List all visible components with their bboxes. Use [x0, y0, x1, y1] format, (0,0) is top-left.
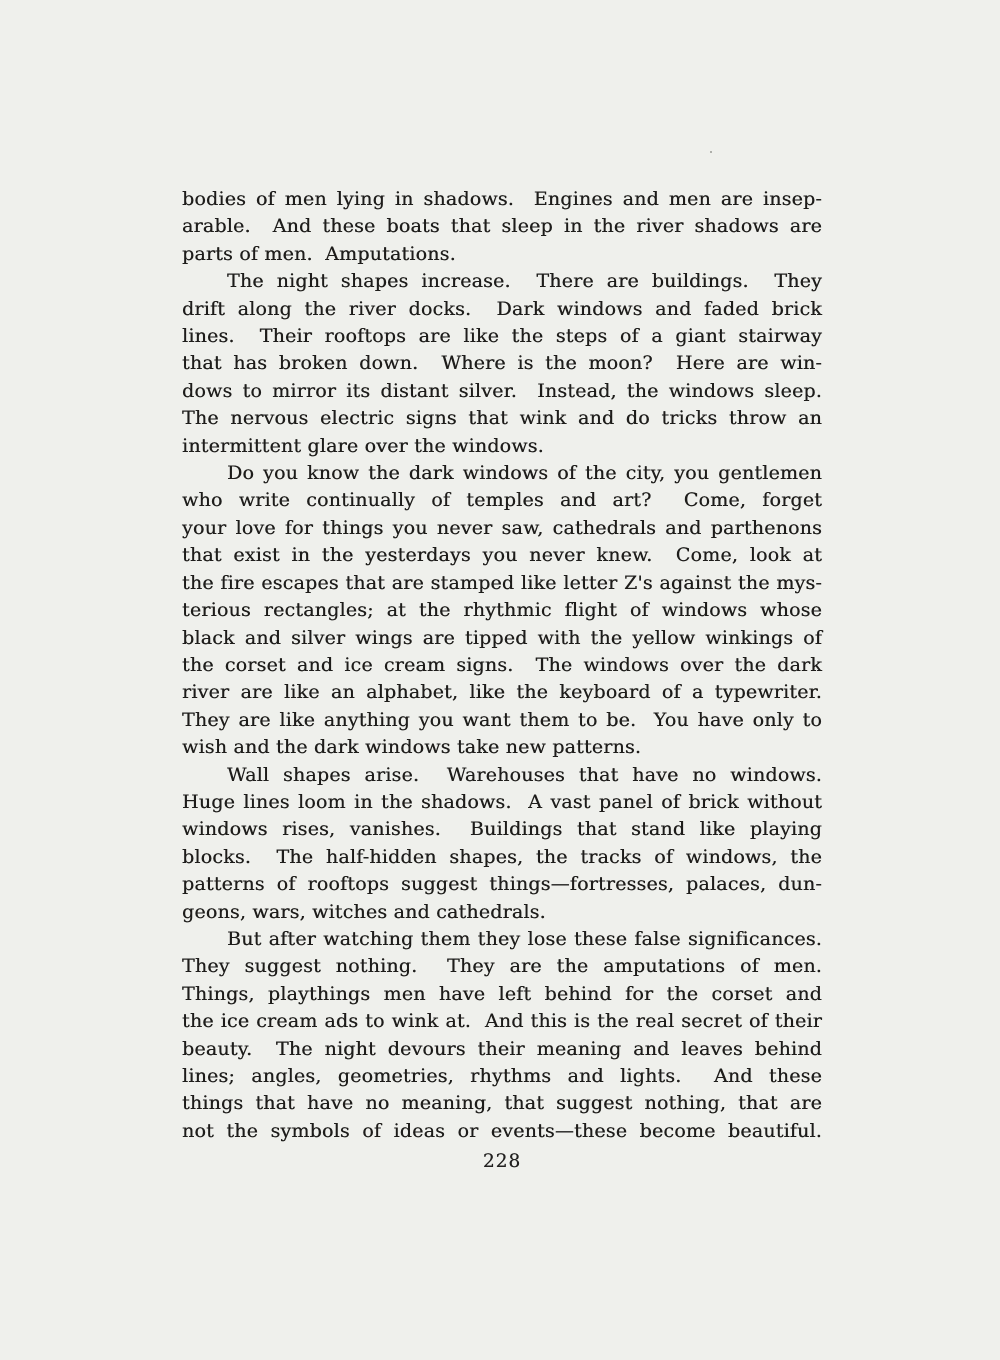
text-line: The night shapes increase. There are buildings. They: [227, 270, 822, 293]
text-line: things that have no meaning, that suggest nothing, that are: [182, 1092, 822, 1115]
text-line: beauty. The night devours their meaning and leaves behind: [182, 1037, 822, 1060]
text-line: Things, playthings men have left behind for the corset and: [182, 982, 822, 1005]
text-line: the corset and ice cream signs. The windows over the dark: [182, 653, 822, 676]
text-line: But after watching them they lose these false significances.: [227, 927, 822, 950]
page-number: 228: [482, 1151, 522, 1172]
text-line: arable. And these boats that sleep in the river shadows are: [182, 215, 822, 238]
text-line: geons, wars, witches and cathedrals.: [182, 900, 546, 923]
text-line: black and silver wings are tipped with the yellow winkings of: [182, 626, 822, 649]
text-line: dows to mirror its distant silver. Instead, the windows sleep.: [182, 379, 822, 402]
text-line: The nervous electric signs that wink and do tricks throw an: [182, 407, 822, 430]
text-line: who write continually of temples and art? Come, forget: [182, 489, 822, 512]
text-line: the fire escapes that are stamped like letter Z's against the mys-: [182, 571, 822, 594]
text-line: your love for things you never saw, cathedrals and parthenons: [182, 516, 822, 539]
text-line: terious rectangles; at the rhythmic flight of windows whose: [182, 599, 822, 622]
text-line: lines; angles, geometries, rhythms and lights. And these: [182, 1065, 822, 1087]
scan-speck: [710, 151, 712, 153]
text-line: blocks. The half-hidden shapes, the tracks of windows, the: [182, 845, 822, 868]
text-line: Wall shapes arise. Warehouses that have no windows.: [227, 763, 822, 786]
text-line: They are like anything you want them to be. You have only to: [182, 708, 822, 731]
text-line: that exist in the yesterdays you never knew. Come, look at: [182, 544, 822, 567]
text-line: bodies of men lying in shadows. Engines and men are insep-: [182, 188, 822, 210]
text-line: wish and the dark windows take new patterns.: [182, 736, 642, 759]
text-line: river are like an alphabet, like the keyboard of a typewriter.: [182, 681, 822, 704]
paragraph: [182, 186, 822, 268]
text-line: Huge lines loom in the shadows. A vast panel of brick without: [182, 790, 822, 813]
text-line: intermittent glare over the windows.: [182, 434, 544, 457]
paragraph: [182, 926, 822, 1145]
paragraph: [182, 762, 822, 926]
text-line: the ice cream ads to wink at. And this is the real secret of their: [182, 1010, 822, 1033]
text-line: drift along the river docks. Dark windows and faded brick: [182, 297, 822, 320]
text-line: They suggest nothing. They are the amputations of men.: [182, 955, 822, 978]
page-text: [182, 186, 822, 1145]
text-line: parts of men. Amputations.: [182, 242, 456, 265]
text-line: Do you know the dark windows of the city, you gentlemen: [227, 462, 822, 485]
text-line: lines. Their rooftops are like the steps of a giant stairway: [182, 325, 822, 348]
text-line: that has broken down. Where is the moon? Here are win-: [182, 352, 822, 375]
text-line: windows rises, vanishes. Buildings that stand like playing: [182, 818, 822, 841]
paragraph: [182, 460, 822, 761]
paragraph: [182, 268, 822, 460]
text-line: not the symbols of ideas or events—these become beautiful.: [182, 1119, 822, 1142]
text-line: patterns of rooftops suggest things—fortresses, palaces, dun-: [182, 873, 822, 896]
